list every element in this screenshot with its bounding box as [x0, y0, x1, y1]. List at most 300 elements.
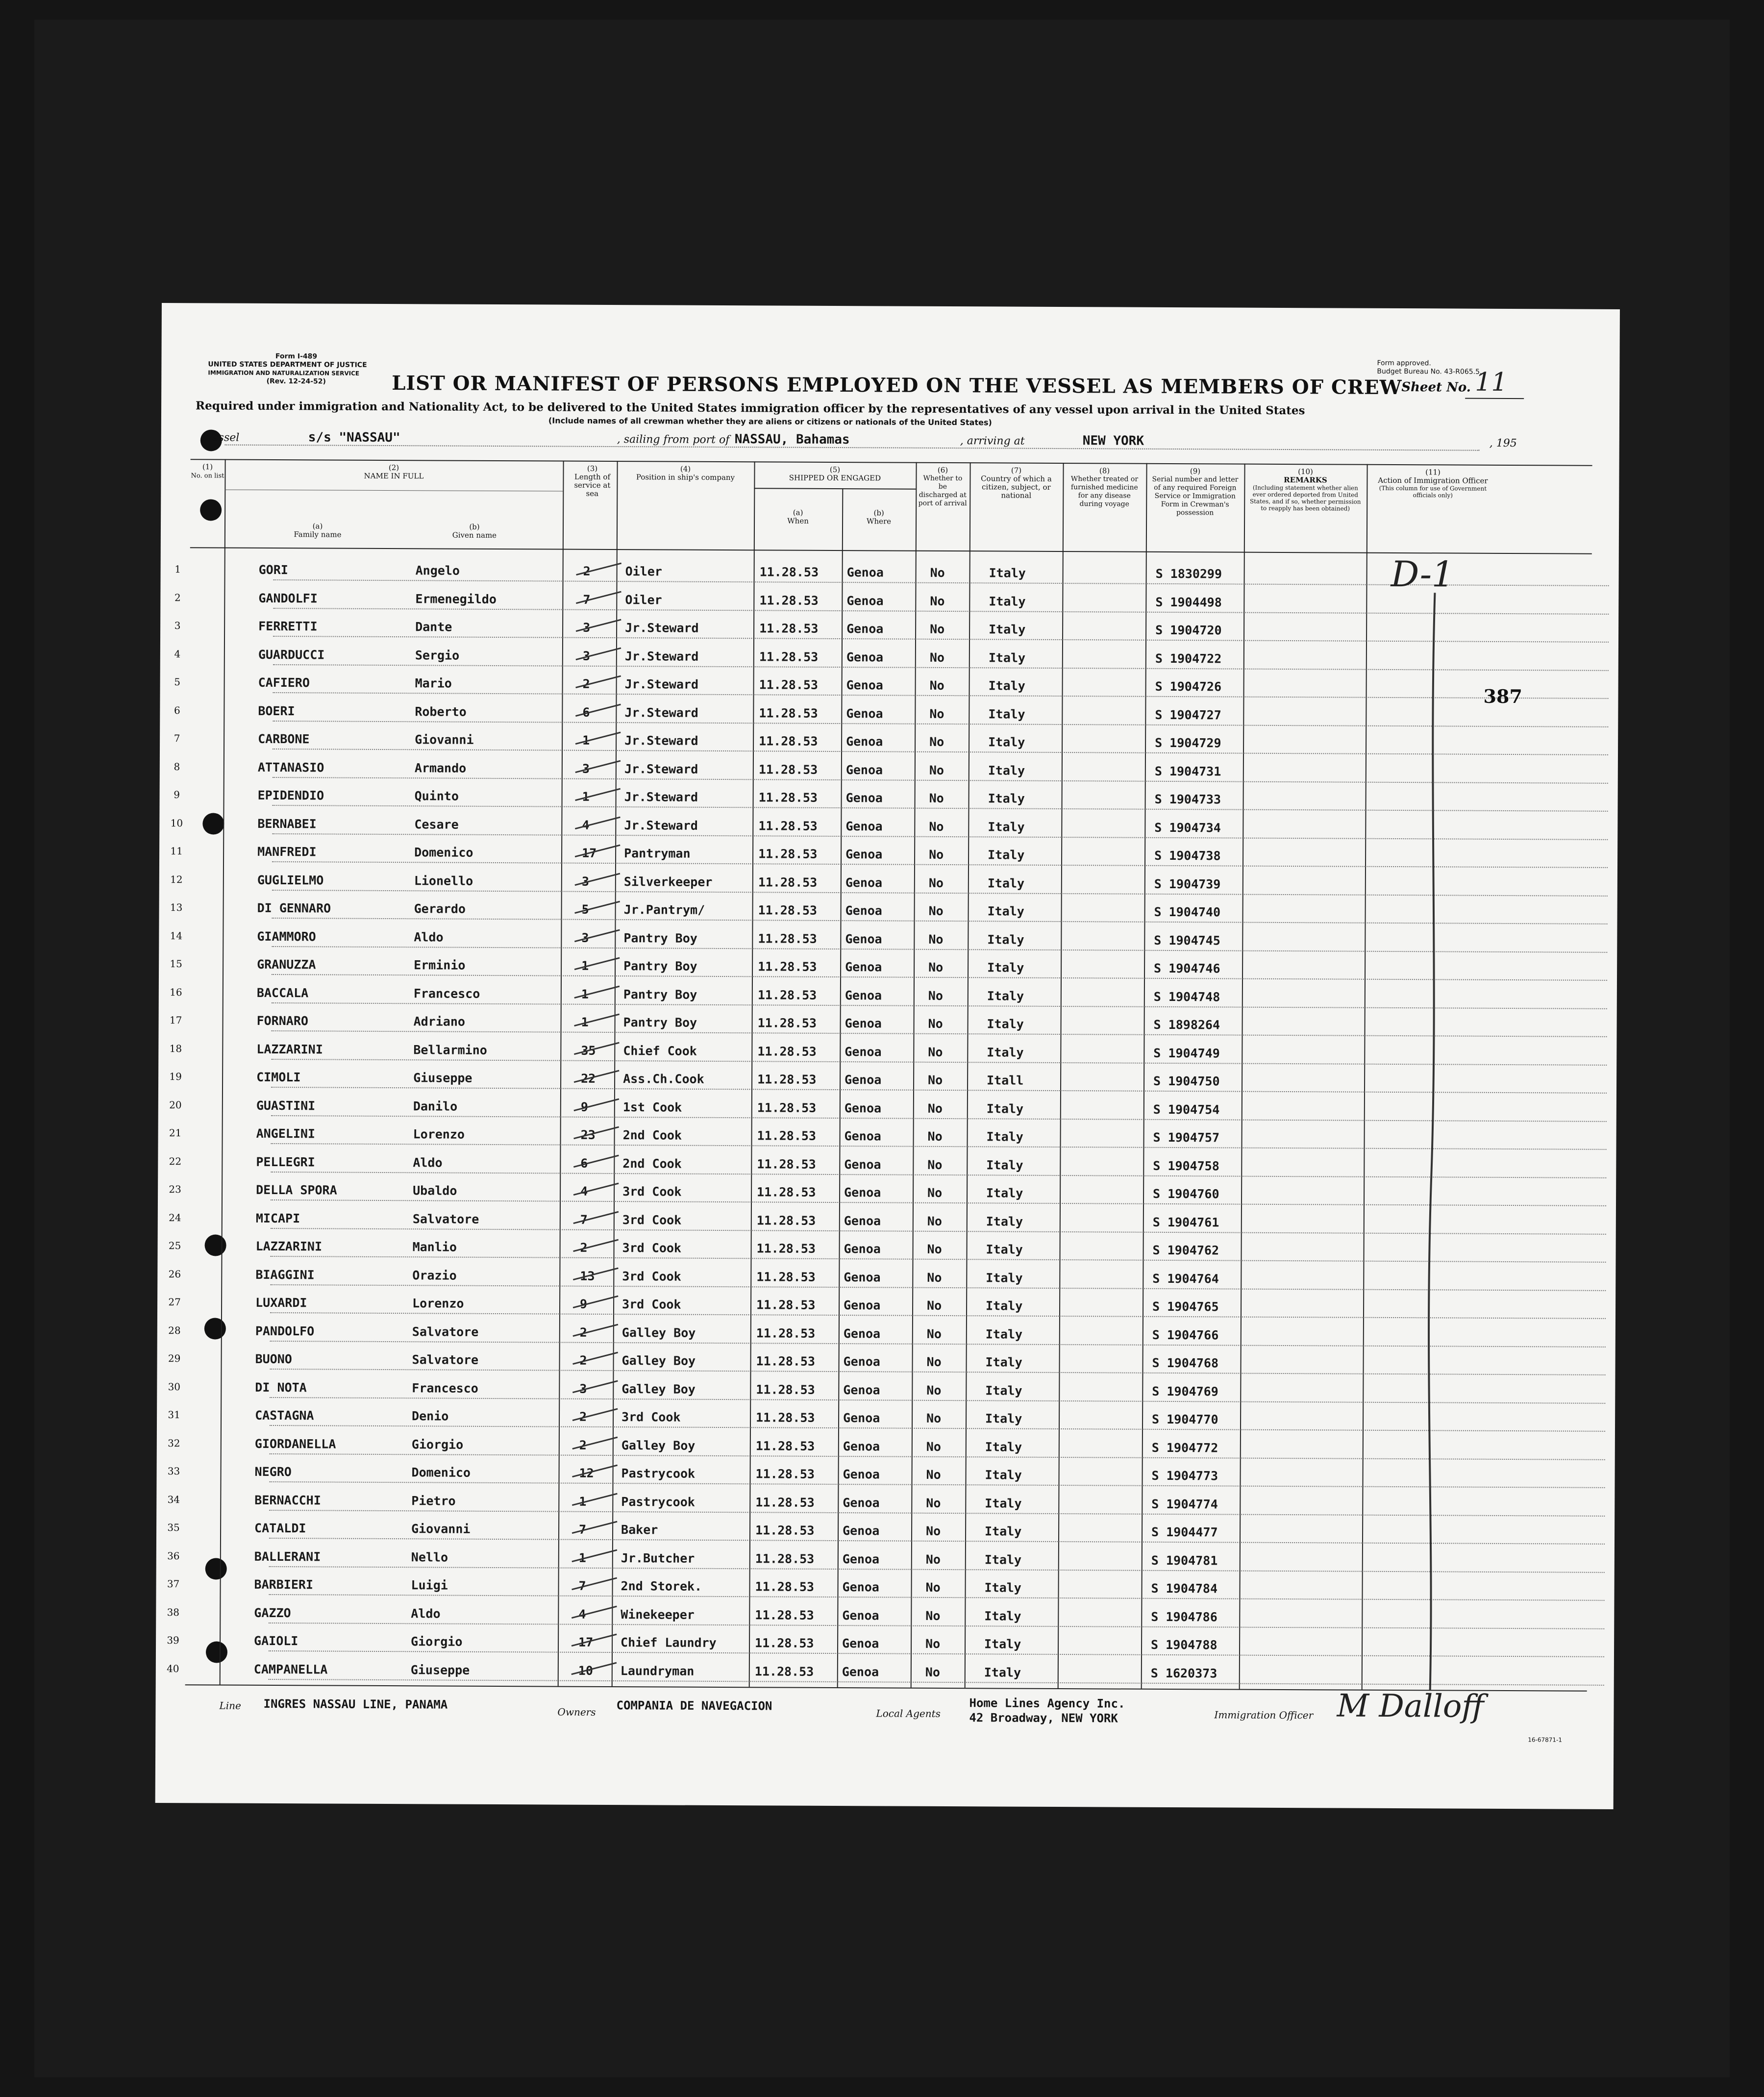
- position: 3rd Cook: [621, 1410, 681, 1424]
- family-name: LAZZARINI: [255, 1239, 323, 1254]
- sheet-label: Sheet No.: [1401, 380, 1471, 395]
- row-number: 38: [167, 1606, 180, 1618]
- serial-number: S 1904739: [1154, 876, 1221, 891]
- serial-number: S 1904738: [1154, 848, 1221, 863]
- check-mark-icon: [570, 1180, 623, 1200]
- serial-number: S 1620373: [1150, 1666, 1217, 1680]
- position: 3rd Cook: [622, 1269, 681, 1284]
- given-name: Giuseppe: [410, 1662, 470, 1677]
- service-length: 1: [579, 1494, 587, 1509]
- position: Pastrycook: [621, 1494, 695, 1509]
- serial-number: S 1904762: [1152, 1243, 1219, 1258]
- shipped-where: Genoa: [845, 1073, 882, 1087]
- shipped-where: Genoa: [843, 1467, 880, 1482]
- shipped-when: 11.28.53: [756, 1382, 815, 1397]
- discharge: No: [930, 565, 945, 580]
- serial-number: S 1904774: [1151, 1497, 1218, 1511]
- row-number: 20: [169, 1098, 182, 1111]
- discharge: No: [927, 1298, 942, 1313]
- shipped-where: Genoa: [844, 1298, 881, 1313]
- form-approved: Form approved.: [1377, 359, 1431, 368]
- service-length: 3: [581, 874, 589, 889]
- family-name: LAZZARINI: [256, 1042, 323, 1056]
- given-name: Dante: [415, 620, 452, 634]
- discharge: No: [929, 678, 944, 693]
- officer-label: Immigration Officer: [1214, 1709, 1314, 1722]
- col11-header: (11) Action of Immigration Officer (This column for use of Government officials only): [1378, 468, 1488, 499]
- shipped-when: 11.28.53: [758, 818, 818, 833]
- serial-number: S 1904769: [1152, 1384, 1218, 1398]
- service-length: 7: [580, 1212, 588, 1227]
- position: Galley Boy: [621, 1325, 696, 1340]
- check-mark-icon: [571, 701, 625, 721]
- service-length: 2: [583, 564, 591, 578]
- service-length: 12: [579, 1466, 594, 1480]
- given-name: Giuseppe: [413, 1071, 472, 1085]
- check-mark-icon: [572, 645, 626, 664]
- discharge: No: [927, 1185, 943, 1200]
- service-length: 17: [578, 1635, 594, 1649]
- given-name-header: (b) Given name: [452, 522, 497, 540]
- discharge: No: [929, 650, 945, 665]
- check-mark-icon: [571, 757, 625, 777]
- shipped-where: Genoa: [842, 1580, 879, 1595]
- service-length: 4: [580, 1184, 588, 1198]
- given-name: Denio: [412, 1409, 449, 1423]
- serial-number: S 1904745: [1154, 933, 1220, 948]
- footer: [185, 1688, 1596, 1753]
- given-name: Giorgio: [411, 1634, 463, 1649]
- country: Italy: [989, 622, 1026, 637]
- family-name: CASTAGNA: [255, 1408, 314, 1423]
- shipped-where: Genoa: [843, 1523, 880, 1538]
- discharge: No: [925, 1665, 941, 1679]
- col9-header: (9) Serial number and letter of any required Foreign Service or Immigration Form in Crewman's possession: [1152, 467, 1239, 517]
- service-length: 17: [582, 846, 597, 860]
- shipped-where: Genoa: [846, 706, 883, 721]
- col5-header: (5) SHIPPED OR ENGAGED: [789, 465, 881, 483]
- country: Italy: [984, 1665, 1021, 1680]
- row-number: 18: [169, 1042, 182, 1054]
- shipped-when: 11.28.53: [757, 1128, 817, 1143]
- serial-number: S 1904731: [1154, 764, 1221, 778]
- shipped-when: 11.28.53: [757, 1016, 817, 1030]
- check-mark-icon: [571, 926, 624, 946]
- service-length: 5: [581, 902, 589, 917]
- serial-number: S 1904477: [1151, 1524, 1218, 1540]
- shipped-when: 11.28.53: [757, 987, 817, 1002]
- family-name: BERNABEI: [257, 816, 317, 831]
- shipped-where: Genoa: [843, 1382, 880, 1397]
- given-name: Domenico: [414, 845, 473, 860]
- arriving-at-port: NEW YORK: [1082, 433, 1144, 449]
- check-mark-icon: [571, 955, 624, 974]
- discharge: No: [930, 594, 945, 608]
- country: Italy: [984, 1608, 1021, 1623]
- service-length: 9: [580, 1099, 588, 1114]
- discharge: No: [927, 1270, 942, 1285]
- shipped-where: Genoa: [846, 565, 884, 580]
- arriving-at-label: , arriving at: [960, 435, 1025, 448]
- row-number: 7: [174, 732, 180, 745]
- service-length: 1: [578, 1550, 586, 1565]
- check-mark-icon: [572, 560, 626, 580]
- position: Jr.Butcher: [621, 1550, 695, 1566]
- shipped-when: 11.28.53: [755, 1551, 815, 1566]
- position: Jr.Steward: [625, 621, 699, 635]
- check-mark-icon: [568, 1631, 621, 1651]
- shipped-where: Genoa: [844, 1242, 881, 1256]
- family-name: NEGRO: [254, 1464, 292, 1479]
- position: Jr.Steward: [624, 761, 698, 776]
- shipped-when: 11.28.53: [759, 734, 818, 749]
- discharge: No: [928, 1045, 943, 1059]
- position: Jr.Steward: [624, 677, 699, 692]
- position: Jr.Steward: [624, 733, 698, 748]
- row-number: 16: [170, 986, 182, 998]
- check-mark-icon: [570, 1152, 623, 1172]
- family-name: DI NOTA: [255, 1380, 307, 1395]
- discharge: No: [929, 734, 944, 749]
- line-value: INGRES NASSAU LINE, PANAMA: [263, 1697, 448, 1712]
- discharge: No: [925, 1636, 941, 1651]
- col6-header: (6) Whether to be discharged at port of arrival: [918, 465, 967, 508]
- service-length: 2: [579, 1353, 587, 1368]
- position: 1st Cook: [622, 1099, 682, 1115]
- country: Italy: [988, 819, 1025, 834]
- given-name: Bellarmino: [413, 1042, 487, 1057]
- discharge: No: [928, 875, 944, 890]
- family-name: GAIOLI: [254, 1633, 298, 1648]
- given-name: Armando: [414, 760, 467, 775]
- family-name: EPIDENDIO: [257, 788, 324, 803]
- position: Pantryman: [624, 846, 691, 861]
- shipped-when: 11.28.53: [759, 649, 819, 664]
- check-mark-icon: [571, 786, 625, 805]
- serial-number: S 1904765: [1152, 1299, 1219, 1314]
- shipped-where: Genoa: [844, 1129, 881, 1144]
- table-row: [156, 1654, 1614, 1689]
- voyage-dotted-line: [225, 445, 1480, 451]
- check-mark-icon: [568, 1575, 622, 1595]
- serial-number: S 1904729: [1155, 735, 1221, 750]
- discharge: No: [926, 1439, 942, 1454]
- shipped-where: Genoa: [846, 622, 884, 636]
- shipped-when: 11.28.53: [755, 1495, 815, 1510]
- position: Winekeeper: [621, 1607, 695, 1622]
- discharge: No: [928, 903, 944, 918]
- given-name: Aldo: [414, 929, 444, 945]
- given-name: Roberto: [415, 704, 467, 719]
- shipped-when: 11.28.53: [755, 1607, 814, 1623]
- row-number: 1: [174, 563, 181, 575]
- given-name: Angelo: [415, 563, 460, 578]
- serial-number: S 1904746: [1154, 961, 1220, 976]
- shipped-where: Genoa: [845, 988, 882, 1002]
- service-length: 2: [580, 1240, 588, 1255]
- row-number: 9: [174, 789, 180, 801]
- service-length: 2: [582, 676, 590, 691]
- check-mark-icon: [572, 588, 626, 608]
- family-name: GORI: [258, 562, 288, 577]
- row-number: 23: [169, 1183, 181, 1196]
- given-name: Danilo: [413, 1098, 458, 1114]
- check-mark-icon: [569, 1377, 622, 1397]
- shipped-when: 11.28.53: [759, 677, 819, 692]
- service-length: 22: [581, 1071, 596, 1086]
- check-mark-icon: [571, 814, 625, 833]
- family-name: GUARDUCCI: [258, 647, 325, 662]
- serial-number: S 1904727: [1155, 707, 1221, 722]
- family-name: BARBIERI: [254, 1577, 314, 1592]
- position: Chief Laundry: [621, 1635, 717, 1650]
- country: Italy: [985, 1355, 1022, 1370]
- family-name: GIORDANELLA: [254, 1436, 336, 1451]
- serial-number: S 1830299: [1155, 566, 1222, 581]
- col10-header: (10) REMARKS (Including statement whether alien ever ordered deported from United States, and if so, whether permission to reapply has been obtained): [1249, 467, 1361, 512]
- shipped-where: Genoa: [846, 734, 883, 749]
- country: Italy: [987, 904, 1024, 919]
- family-name: BOERI: [258, 703, 295, 718]
- given-name: Salvatore: [412, 1352, 479, 1367]
- check-mark-icon: [570, 1039, 624, 1059]
- check-mark-icon: [571, 729, 625, 749]
- position: 3rd Cook: [622, 1184, 682, 1199]
- shipped-when: 11.28.53: [759, 705, 818, 721]
- check-mark-icon: [571, 899, 625, 918]
- sailing-from-port: NASSAU, Bahamas: [734, 432, 850, 448]
- family-name: ATTANASIO: [257, 760, 324, 774]
- country: Italy: [988, 763, 1025, 778]
- serial-number: S 1904757: [1153, 1130, 1220, 1145]
- shipped-when: 11.28.53: [756, 1213, 816, 1228]
- row-number: 4: [174, 648, 181, 660]
- discharge: No: [927, 1242, 942, 1256]
- service-length: 3: [579, 1381, 587, 1396]
- shipped-where: Genoa: [845, 960, 882, 974]
- row-number: 13: [170, 901, 183, 914]
- country: Italy: [986, 1270, 1023, 1285]
- serial-number: S 1904788: [1151, 1637, 1217, 1652]
- service-length: 3: [582, 649, 590, 663]
- row-number: 31: [168, 1409, 180, 1421]
- family-name: FORNARO: [256, 1013, 309, 1028]
- family-name: GIAMMORO: [257, 929, 316, 944]
- row-number: 19: [169, 1071, 182, 1083]
- position: Baker: [621, 1523, 658, 1537]
- row-number: 3: [174, 620, 181, 632]
- position: 2nd Cook: [622, 1128, 682, 1143]
- row-number: 2: [174, 591, 181, 603]
- approval-block: [1377, 359, 1482, 376]
- discharge: No: [925, 1580, 941, 1595]
- country: Italy: [986, 1214, 1023, 1229]
- discharge: No: [926, 1354, 942, 1369]
- agents-line-1: Home Lines Agency Inc.: [969, 1696, 1125, 1711]
- family-name-header: (a) Family name: [294, 522, 342, 539]
- family-name: BUONO: [255, 1351, 292, 1367]
- shipped-when: 11.28.53: [756, 1410, 815, 1425]
- position: Oiler: [625, 564, 662, 579]
- row-number: 30: [168, 1380, 181, 1393]
- agents-label: Local Agents: [876, 1707, 941, 1720]
- check-mark-icon: [568, 1547, 622, 1566]
- service-length: 2: [579, 1325, 587, 1340]
- discharge: No: [929, 791, 944, 805]
- family-name: BACCALA: [256, 985, 309, 1000]
- service-length: 6: [580, 1156, 588, 1171]
- shipped-where: Genoa: [844, 1100, 882, 1115]
- year-label: , 195: [1489, 437, 1517, 450]
- given-name: Lorenzo: [412, 1296, 464, 1311]
- country: Italy: [989, 594, 1026, 609]
- shipped-when: 11.28.53: [756, 1298, 816, 1312]
- discharge: No: [927, 1129, 943, 1144]
- row-number: 26: [168, 1268, 181, 1280]
- given-name: Giovanni: [411, 1522, 471, 1536]
- agents-line-2: 42 Broadway, NEW YORK: [969, 1711, 1118, 1725]
- discharge: No: [929, 847, 944, 862]
- check-mark-icon: [572, 673, 626, 693]
- row-dotted-rule: [269, 1678, 1604, 1685]
- serial-number: S 1904749: [1153, 1046, 1220, 1060]
- punch-hole: [200, 499, 222, 521]
- when-header: (a) When: [787, 508, 809, 525]
- country: Italy: [986, 1242, 1023, 1257]
- country: Itall: [987, 1073, 1024, 1088]
- officer-signature: M Dalloff: [1337, 1688, 1484, 1725]
- position: Pastrycook: [621, 1466, 696, 1481]
- position: Jr.Steward: [624, 790, 698, 804]
- check-mark-icon: [570, 1237, 623, 1256]
- shipped-where: Genoa: [846, 678, 883, 693]
- serial-number: S 1904772: [1151, 1440, 1218, 1455]
- family-name: GRANUZZA: [257, 957, 316, 972]
- row-number: 33: [167, 1465, 180, 1477]
- country: Italy: [987, 875, 1025, 891]
- shipped-where: Genoa: [842, 1608, 879, 1623]
- row-number: 25: [168, 1240, 181, 1252]
- col2-header: (2) NAME IN FULL: [364, 463, 424, 481]
- position: 3rd Cook: [622, 1241, 682, 1255]
- given-name: Ermenegildo: [415, 591, 497, 606]
- country: Italy: [987, 960, 1024, 975]
- country: Italy: [988, 791, 1025, 806]
- shipped-when: 11.28.53: [756, 1325, 816, 1341]
- shipped-where: Genoa: [845, 1044, 882, 1059]
- page-title: LIST OR MANIFEST OF PERSONS EMPLOYED ON THE VESSEL AS MEMBERS OF CREW: [392, 372, 1402, 399]
- check-mark-icon: [571, 1011, 624, 1031]
- given-name: Salvatore: [412, 1324, 479, 1339]
- shipped-when: 11.28.53: [756, 1241, 816, 1256]
- shipped-where: Genoa: [844, 1270, 881, 1284]
- serial-number: S 1904773: [1151, 1468, 1218, 1483]
- service-length: 3: [581, 930, 589, 945]
- family-name: CAFIERO: [258, 675, 310, 690]
- shipped-when: 11.28.53: [756, 1269, 816, 1284]
- shipped-where: Genoa: [843, 1354, 880, 1369]
- given-name: Domenico: [411, 1465, 471, 1480]
- shipped-when: 11.28.53: [758, 903, 818, 918]
- position: 3rd Cook: [622, 1212, 682, 1227]
- given-name: Orazio: [412, 1268, 457, 1283]
- col1-header: (1) No. on list: [191, 462, 224, 480]
- row-number: 14: [170, 929, 183, 942]
- shipped-when: 11.28.53: [756, 1354, 816, 1369]
- country: Italy: [986, 1186, 1023, 1200]
- position: Jr.Pantrym/: [623, 902, 705, 917]
- check-mark-icon: [569, 1349, 623, 1369]
- check-mark-icon: [568, 1603, 621, 1623]
- manifest-sheet: [155, 303, 1620, 1809]
- position: Chief Cook: [623, 1043, 697, 1058]
- shipped-where: Genoa: [845, 762, 883, 777]
- row-number: 29: [168, 1352, 181, 1365]
- page-stamp: 387: [1483, 685, 1522, 708]
- given-name: Mario: [415, 676, 452, 691]
- col4-header: (4) Position in ship's company: [636, 464, 735, 482]
- budget-bureau: Budget Bureau No. 43-R065.5.: [1377, 367, 1482, 376]
- discharge: No: [928, 960, 944, 974]
- check-mark-icon: [571, 870, 625, 890]
- position: Laundryman: [620, 1663, 695, 1678]
- shipped-where: Genoa: [845, 791, 883, 805]
- discharge: No: [927, 1101, 943, 1116]
- position: Galley Boy: [621, 1353, 696, 1368]
- discharge: No: [929, 763, 944, 777]
- discharge: No: [927, 1214, 943, 1228]
- service-length: 1: [582, 789, 590, 804]
- shipped-subheader-rule: [754, 488, 916, 489]
- serial-number: S 1904734: [1154, 820, 1221, 835]
- row-number: 15: [170, 958, 182, 970]
- check-mark-icon: [571, 983, 624, 1002]
- shipped-when: 11.28.53: [758, 874, 818, 890]
- discharge: No: [926, 1383, 942, 1398]
- given-name: Erminio: [414, 958, 466, 973]
- check-mark-icon: [569, 1321, 623, 1341]
- given-name: Aldo: [413, 1155, 443, 1170]
- position: Silverkeeper: [623, 874, 713, 889]
- position: Jr.Steward: [624, 649, 699, 664]
- service-name: IMMIGRATION AND NATURALIZATION SERVICE: [208, 369, 360, 377]
- serial-number: S 1904770: [1152, 1412, 1218, 1427]
- service-length: 10: [578, 1663, 594, 1678]
- serial-number: S 1904750: [1153, 1073, 1220, 1089]
- row-number: 37: [167, 1578, 180, 1590]
- line-label: Line: [219, 1699, 241, 1712]
- row-number: 39: [167, 1634, 179, 1647]
- owners-value: COMPANIA DE NAVEGACION: [616, 1698, 772, 1713]
- given-name: Quinto: [414, 789, 459, 803]
- country: Italy: [987, 1045, 1024, 1060]
- serial-number: S 1904758: [1153, 1158, 1219, 1173]
- shipped-where: Genoa: [845, 847, 883, 862]
- discharge: No: [926, 1523, 941, 1538]
- shipped-where: Genoa: [842, 1636, 879, 1651]
- discharge: No: [926, 1411, 942, 1425]
- check-mark-icon: [570, 1096, 624, 1115]
- row-number: 35: [167, 1522, 180, 1534]
- service-length: 3: [583, 620, 591, 635]
- check-mark-icon: [570, 1124, 624, 1144]
- shipped-where: Genoa: [846, 649, 884, 664]
- country: Italy: [984, 1552, 1022, 1567]
- family-name: CARBONE: [258, 731, 310, 747]
- country: Italy: [984, 1580, 1021, 1595]
- country: Italy: [985, 1411, 1022, 1426]
- given-name: Francesco: [413, 986, 480, 1001]
